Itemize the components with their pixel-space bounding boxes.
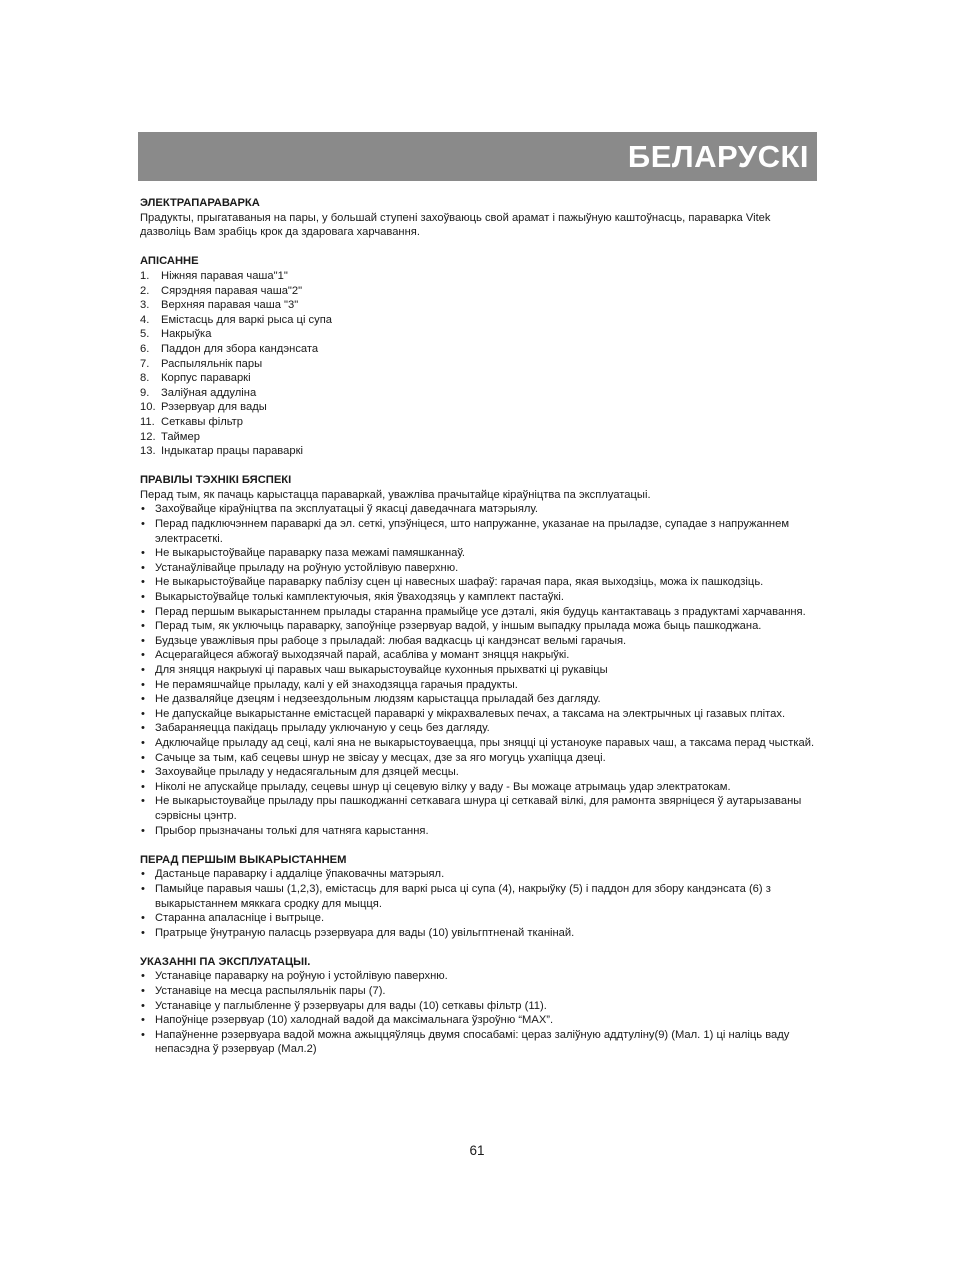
section-operation [140,955,818,1057]
list-item: • Для зняцця накрыукі ці паравых чаш выкарыстоувайце кухонныя прыхваткі ці рукавіцы [141,664,608,676]
list-item: • Не выкарыстоувайце прыладу пры пашкоджанні сеткавага шнура ці сеткавай вілкі, для рамонта звярніцеся ў аутарызаваны сэрвісны цэнтр. [141,795,802,822]
list-item: • Перад тым, як уключыць параварку, запоўніце рэзервуар вадой, у іншым выпадку прылада можа быць пашкоджана. [141,620,762,633]
list-item: • Выкарыстоўвайце толькі камплектуючыя, якія ўваходзяць у камплект пастаўкі. [141,591,565,604]
section-intro [140,196,818,240]
list-item: 12. Таймер [140,430,200,443]
list-item: • Памыйце паравыя чашы (1,2,3), еміcтасць для варкі рыса ці супа (4), накрыўку (5) і паддон для збору кандэнсата (6) з выкарыстаннем мяккага сродку для мыцця. [141,882,771,910]
list-item: • Захоўвайце кіраўніцтва па эксплуатацыі ў якасці даведачнага матэрыялу. [141,503,539,516]
list-item: 11. Сеткавы фільтр [140,415,244,428]
list-item: 4. Еміcтасць для варкі рыса ці супа [140,313,333,326]
list-item: • Забараняецца пакідаць прыладу уключаную у сець без дагляду. [141,722,490,735]
list-item: 9. Залiўная аддуліна [140,386,257,399]
section-description [140,254,818,458]
list-item: 2. Сярэдняя паравая чаша"2" [140,284,303,297]
list-item: • Захоувайце прыладу у недасягальным для дзяцей месцы. [141,766,459,779]
list-item: • Не дазваляйце дзецям і недзеездольным людзям карыстацца прыладай без дагляду. [141,693,601,706]
section-before-first-use [140,853,818,941]
list-item: 1. Ніжняя паравая чаша"1" [140,269,288,282]
intro-heading: ЭЛЕКТРАПАРАВАРКА [140,197,260,209]
page-content [140,196,818,1072]
list-item: 3. Верхняя паравая чаша "3" [140,299,299,312]
page-number: 61 [469,1143,485,1158]
list-item: • Перад першым выкарыстаннем прылады старанна прамыйце усе дэталі, якія будуць кантактаваць з прадуктамі харчавання. [141,605,806,618]
list-item: • Дастаньце параварку і аддаліце ўпаковачны матэрыял. [141,868,445,881]
list-item: • Старанна апаласніце і вытрыце. [141,912,325,925]
list-item: • Сачыце за тым, каб сецевы шнур не звісау у месцах, дзе за яго могуць ухапіцца дзеці. [141,751,606,764]
list-item: • Ніколі не апускайце прыладу, сецевы шнур ці сецевую вілку у ваду - Вы можаце атрымаць удар электратокам. [141,780,731,793]
list-item: • Устанавіце на месца распыляльнік пары (7). [141,985,386,998]
banner-title: БЕЛАРУСКІ [627,139,809,174]
list-item: • Напаўненне рэзервуара вадой можна ажыццяўляць двумя спосабамі: цераз залiўную аддтуліну(9) (Мал. 1) ці наліць ваду непасэдна ў рэзервуар (Мал.2) [141,1028,790,1056]
list-item: • Устанавіце параварку на роўную і устойлівую паверхню. [141,970,448,983]
operation-list [140,969,818,1057]
list-item: • Асцерагайцеся абжогаў выходзячай парай, асабліва у момант зняцця накрыўкі. [141,649,570,662]
list-item: • Пратрыце ўнутраную паласць рэзервуара для вады (10) увільгптненай тканінай. [141,926,575,939]
before-first-use-heading: ПЕРАД ПЕРШЫМ ВЫКАРЫСТАННЕМ [140,853,347,866]
safety-intro: Перад тым, як пачаць карыстацца параваркай, уважліва прачытайце кіраўніцтва па эксплуатацыі. [140,488,651,501]
list-item: 13. Індыкатар працы параваркі [140,445,303,458]
intro-text: Прадукты, прыгатаваныя на пары, у большай ступені захоўваюць свой арамат і пажыўную каштоўнасць, параварка Vitek дазволіць Вам зрабіць крок да здаровага харчавання. [140,211,771,239]
before-first-use-list [140,867,818,940]
safety-heading: ПРАВІЛЫ ТЭХНІКІ БЯСПЕКІ [140,474,292,487]
list-item: 8. Корпус параваркі [140,372,251,385]
section-safety [140,473,818,838]
list-item: • Прыбор прызначаны толькі для чатняга карыстання. [141,824,429,837]
list-item: 5. Накрыўка [140,328,212,341]
description-heading: АПІСАННЕ [140,255,199,268]
safety-list [140,502,818,838]
operation-heading: УКАЗАННІ ПА ЭКСПЛУАТАЦЫІ. [140,955,311,968]
list-item: • Напоўніце рэзервуар (10) халоднай вадой да максімальнага ўзроўню “MAX”. [141,1014,554,1027]
list-item: • Адключайце прыладу ад сеці, калі яна не выкарыстоуваецца, пры зняцці ці устаноуке паравых чаш, а таксама перад чысткай. [141,736,815,749]
list-item: 6. Паддон для збора кандэнсата [140,342,319,355]
list-item: • Не выкарыстоўвайце параварку паблізу сцен ці навесных шафаў: гарачая пара, якая выходзіць, можа іх пашкодзіць. [141,576,764,589]
language-banner [138,132,817,181]
list-item: • Устанаўлівайце прыладу на роўную устойлівую паверхню. [141,561,459,574]
parts-list [140,269,818,459]
list-item: • Не выкарыстоўвайце параварку паза межамі памяшканнаў. [141,547,465,560]
list-item: • Не дапускайце выкарыстанне еміcтасцей параваркі у мікрахвалевых печах, а таксама на электрычных ці газавых плітах. [141,707,786,720]
list-item: • Устанавіце у паглыбленне ў рэзервуары для вады (10) сеткавы фільтр (11). [141,999,547,1012]
list-item: • Перад падключэннем параваркі да эл. сеткі, упэўніцеся, што напружанне, указанае на прыладзе, супадае з напружаннем электрасеткі. [141,518,790,545]
list-item: 7. Распыляльнік пары [140,357,263,370]
list-item: 10. Рэзервуар для вады [140,401,267,414]
list-item: • Будзьце уважлівыя пры рабоце з прыладай: любая вадкасць ці кандэнсат вельмі гарачыя. [141,634,627,647]
list-item: • Не перамяшчайце прыладу, калі у ей знаходзяцца гарачыя прадукты. [141,678,518,691]
